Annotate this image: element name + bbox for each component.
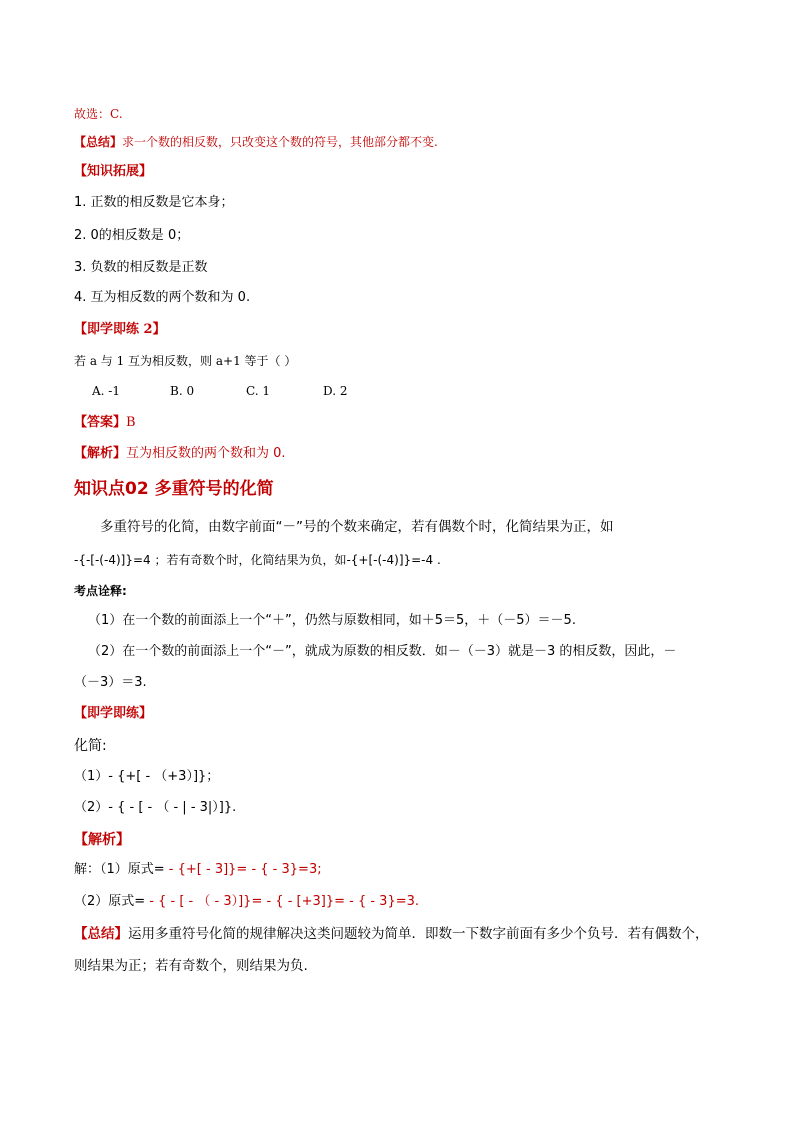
solution-2-label: （2）原式= (74, 894, 146, 909)
option-d: D. 2 (323, 384, 348, 398)
practice2-heading: 【即学即练 2】 (74, 322, 166, 337)
explain-heading: 考点诠释: (74, 584, 127, 598)
summary-text-a: 运用多重符号化简的规律解决这类问题较为简单．即数一下数字前面有多少个负号．若有偶数个， (128, 926, 709, 942)
knowledge-item: 1. 正数的相反数是它本身； (74, 195, 234, 210)
analysis-tag: 【解析】 (74, 446, 127, 461)
summary-line-1 (74, 134, 438, 150)
explain-p1: （1）在一个数的前面添上一个“＋”，仍然与原数相同，如＋5＝5，＋（－5）＝－5. (88, 613, 576, 628)
solution-1 (74, 862, 322, 878)
solution-intro: 解：（1）原式= (74, 862, 165, 877)
solution-2 (74, 894, 419, 910)
knowledge-item: 4. 互为相反数的两个数和为 0. (74, 290, 251, 305)
answer-choice: B (126, 415, 136, 430)
practice3-q2: （2）- { - [ - （ - | - 3|）]}. (74, 800, 237, 815)
practice2-answer (74, 415, 136, 431)
knowledge-item: 2. 0的相反数是 0； (74, 228, 190, 243)
practice2-analysis (74, 446, 286, 462)
practice3-summary-b: 则结果为正；若有奇数个，则结果为负. (74, 958, 308, 974)
summary-text: 求一个数的相反数，只改变这个数的符号，其他部分都不变. (122, 135, 438, 149)
summary-tag: 【总结】 (74, 926, 128, 942)
intro-line-2: -{-[-(-4)]}=4 ；若有奇数个时，化简结果为负，如-{+[-(-4)]}=-4 . (74, 553, 441, 567)
solution-1-steps: - {+[ - 3]}= - { - 3}=3; (164, 862, 322, 877)
answer-value: C (110, 107, 119, 121)
solution-2-steps: - { - [ - （ - 3）]}= - { - [+3]}= - { - 3}=3. (145, 894, 420, 909)
practice3-q1: （1）- {+[ - （+3）]}； (74, 769, 220, 784)
knowledge-ext-heading: 【知识拓展】 (74, 164, 153, 179)
practice3-heading: 【即学即练】 (74, 706, 153, 721)
intro-line-1: 多重符号的化简，由数字前面“－”号的个数来确定，若有偶数个时，化简结果为正，如 (100, 519, 614, 535)
option-c: C. 1 (246, 384, 271, 398)
practice2-question: 若 a 与 1 互为相反数，则 a+1 等于（ ） (74, 354, 297, 368)
section-title: 知识点02 多重符号的化简 (74, 479, 274, 499)
explain-p2a: （2）在一个数的前面添上一个“－”，就成为原数的相反数．如－（－3）就是－3 的相反数，因此，－ (88, 644, 677, 659)
knowledge-item: 3. 负数的相反数是正数 (74, 260, 208, 275)
summary-tag: 【总结】 (74, 135, 123, 149)
option-b: B. 0 (170, 384, 195, 398)
answer-tag: 【答案】 (74, 415, 127, 430)
answer-label: 故选： (74, 107, 111, 121)
option-a: A. -1 (92, 384, 120, 398)
analysis-text: 互为相反数的两个数和为 0. (126, 446, 286, 461)
answer-line (74, 106, 123, 122)
practice3-prompt: 化简: (74, 738, 107, 754)
practice3-summary (74, 926, 709, 942)
answer-end: . (118, 107, 123, 121)
explain-p2b: （－3）＝3. (74, 675, 147, 690)
practice3-analysis-heading: 【解析】 (74, 832, 130, 848)
